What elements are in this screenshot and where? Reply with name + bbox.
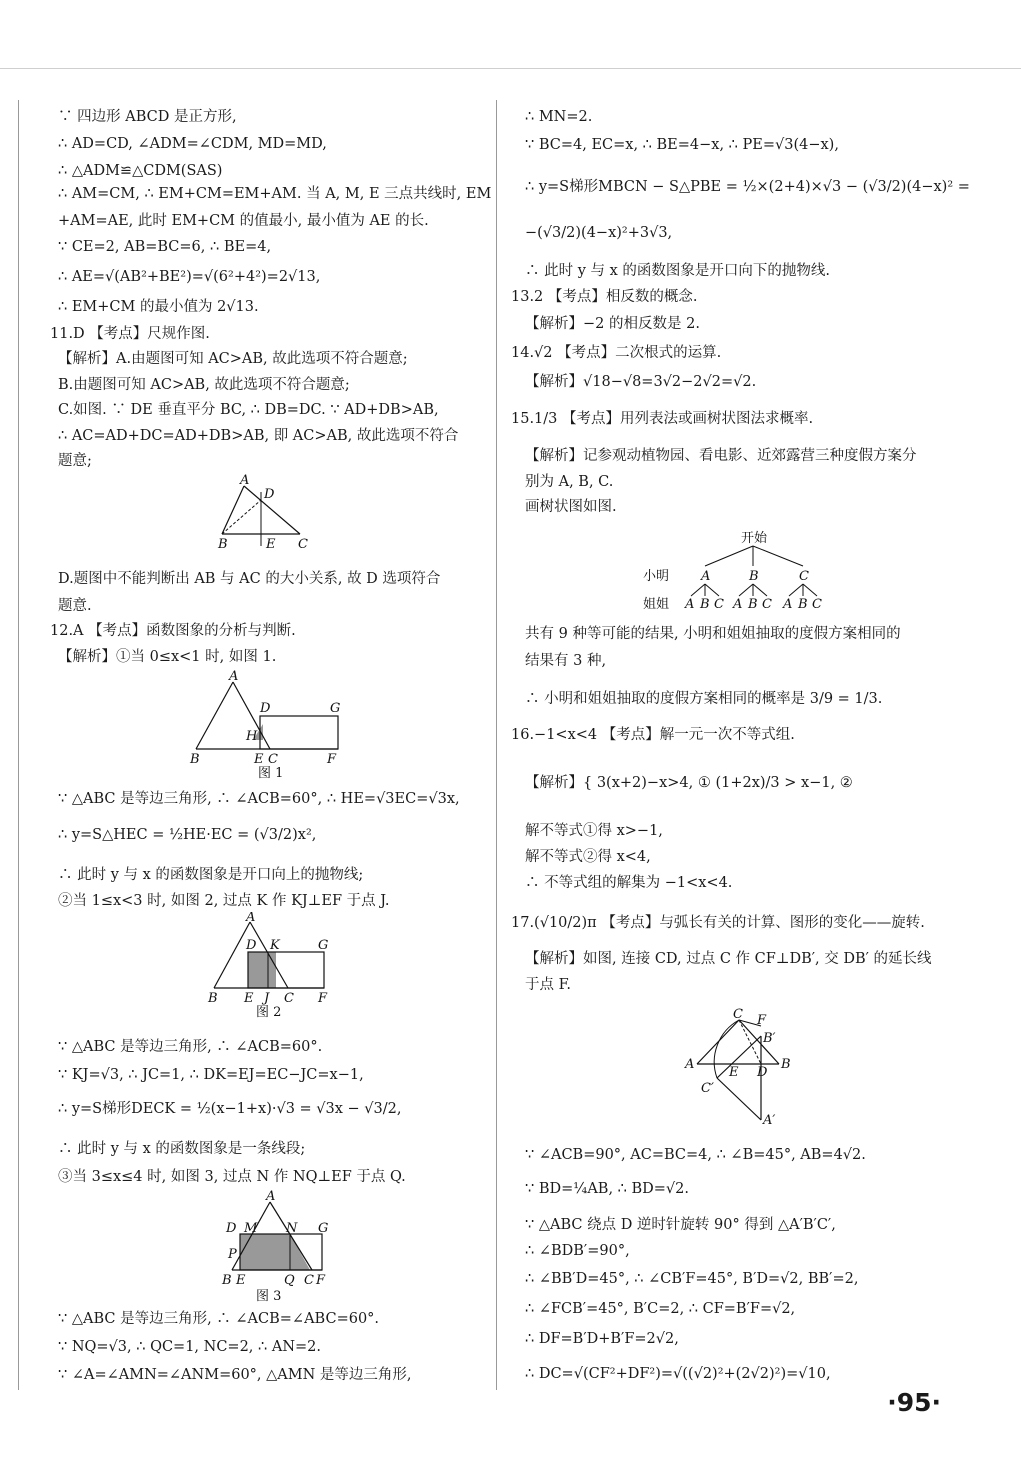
tree-C: C: [799, 569, 809, 584]
text-line: 【解析】①当 0≤x<1 时, 如图 1.: [58, 649, 277, 665]
text-line: ∴ AC=AD+DC=AD+DB>AB, 即 AC>AB, 故此选项不符合: [58, 428, 459, 444]
text-line: 于点 F.: [525, 977, 572, 993]
label-A: A: [685, 1057, 695, 1072]
label-E: E: [254, 752, 264, 767]
text-line: ②当 1≤x<3 时, 如图 2, 过点 K 作 KJ⊥EF 于点 J.: [58, 893, 390, 909]
figure-2: [206, 912, 346, 1020]
text-line: ∵ NQ=√3, ∴ QC=1, NC=2, ∴ AN=2.: [58, 1339, 322, 1355]
text-line: 共有 9 种等可能的结果, 小明和姐姐抽取的度假方案相同的: [525, 626, 901, 642]
text-line: ∵ △ABC 是等边三角形, ∴ ∠ACB=60°, ∴ HE=√3EC=√3x,: [58, 791, 460, 807]
label-E: E: [236, 1273, 246, 1288]
label-B-prime: B′: [763, 1031, 776, 1046]
text-line: ∴ 不等式组的解集为 −1<x<4.: [525, 875, 733, 891]
tree-row2-label: 姐姐: [643, 597, 670, 612]
label-N: N: [286, 1221, 298, 1236]
text-line: C.如图. ∵ DE 垂直平分 BC, ∴ DB=DC. ∵ AD+DB>AB,: [58, 402, 439, 418]
text-line: ∴ 此时 y 与 x 的函数图象是开口向下的抛物线.: [525, 263, 831, 279]
label-C: C: [298, 537, 308, 552]
tree-leaf: B: [700, 597, 710, 612]
text-line: D.题图中不能判断出 AB 与 AC 的大小关系, 故 D 选项符合: [58, 571, 441, 587]
figure-11c: [208, 474, 328, 554]
label-A: A: [240, 474, 250, 488]
label-B: B: [190, 752, 200, 767]
question-12-header: 12.A 【考点】函数图象的分析与判断.: [50, 623, 296, 639]
tree-diagram: [643, 528, 863, 616]
label-C: C: [268, 752, 278, 767]
label-G: G: [318, 938, 329, 953]
figure-1-caption: 图 1: [258, 766, 284, 781]
label-M: M: [244, 1221, 258, 1236]
text-line: 结果有 3 种,: [525, 653, 607, 669]
text-line: ∵ BD=¼AB, ∴ BD=√2.: [525, 1181, 690, 1197]
text-line: ∵ ∠ACB=90°, AC=BC=4, ∴ ∠B=45°, AB=4√2.: [525, 1147, 866, 1163]
tree-row1-label: 小明: [643, 569, 670, 584]
tree-leaf: C: [762, 597, 772, 612]
label-C: C: [304, 1273, 314, 1288]
label-Q: Q: [284, 1273, 295, 1288]
label-F: F: [327, 752, 337, 767]
question-16-header: 16.−1<x<4 【考点】解一元一次不等式组.: [511, 727, 795, 743]
text-line: ∴ EM+CM 的最小值为 2√13.: [58, 299, 259, 315]
question-13-header: 13.2 【考点】相反数的概念.: [511, 289, 698, 305]
text-line: ∵ △ABC 是等边三角形, ∴ ∠ACB=∠ABC=60°.: [58, 1311, 380, 1327]
text-line: ∵ △ABC 是等边三角形, ∴ ∠ACB=60°.: [58, 1039, 323, 1055]
text-line: 解不等式①得 x>−1,: [525, 823, 663, 839]
label-G: G: [330, 701, 341, 716]
tree-leaf: C: [812, 597, 822, 612]
text-line: ∴ ∠BDB′=90°,: [525, 1243, 630, 1259]
label-E: E: [244, 991, 254, 1006]
label-D: D: [226, 1221, 237, 1236]
text-line: ∴ AE=√(AB²+BE²)=√(6²+4²)=2√13,: [58, 269, 321, 285]
text-line: +AM=AE, 此时 EM+CM 的值最小, 最小值为 AE 的长.: [58, 213, 429, 229]
label-C: C: [284, 991, 294, 1006]
text-line: ∵ △ABC 绕点 D 逆时针旋转 90° 得到 △A′B′C′,: [525, 1217, 836, 1233]
label-J: J: [264, 991, 270, 1006]
text-line: 【解析】A.由题图可知 AC>AB, 故此选项不符合题意;: [58, 351, 408, 367]
text-line: ∴ ∠FCB′=45°, B′C=2, ∴ CF=B′F=√2,: [525, 1301, 796, 1317]
label-F: F: [757, 1013, 767, 1028]
text-line: ∴ △ADM≌△CDM(SAS): [58, 163, 223, 179]
text-line: ∴ y=S△HEC = ½HE·EC = (√3/2)x²,: [58, 827, 317, 843]
text-line: 【解析】√18−√8=3√2−2√2=√2.: [525, 374, 757, 390]
text-line: ∴ DF=B′D+B′F=2√2,: [525, 1331, 679, 1347]
text-line: 【解析】如图, 连接 CD, 过点 C 作 CF⊥DB′, 交 DB′ 的延长线: [525, 951, 932, 967]
figure-3: [218, 1188, 348, 1310]
question-11-header: 11.D 【考点】尺规作图.: [50, 326, 210, 342]
label-A: A: [229, 670, 239, 684]
label-P: P: [228, 1247, 237, 1262]
text-line: −(√3/2)(4−x)²+3√3,: [525, 225, 673, 241]
tree-leaf: A: [783, 597, 793, 612]
top-divider: [0, 68, 1021, 69]
tree-leaf: C: [714, 597, 724, 612]
label-A: A: [246, 912, 256, 925]
text-line: ∴ 此时 y 与 x 的函数图象是开口向上的抛物线;: [58, 867, 364, 883]
figure-17: [683, 1008, 803, 1130]
label-K: K: [270, 938, 280, 953]
text-line: ∴ AM=CM, ∴ EM+CM=EM+AM. 当 A, M, E 三点共线时, EM: [58, 186, 492, 202]
text-line: ∴ AD=CD, ∠ADM=∠CDM, MD=MD,: [58, 136, 327, 152]
question-14-header: 14.√2 【考点】二次根式的运算.: [511, 345, 722, 361]
text-line: ∵ CE=2, AB=BC=6, ∴ BE=4,: [58, 239, 272, 255]
tree-root: 开始: [741, 531, 768, 546]
text-line: ∴ 小明和姐姐抽取的度假方案相同的概率是 3/9 = 1/3.: [525, 691, 883, 707]
label-B: B: [208, 991, 218, 1006]
label-C: C: [733, 1008, 743, 1022]
label-C-prime: C′: [701, 1081, 714, 1096]
page-number: ·95·: [887, 1388, 941, 1417]
label-D: D: [246, 938, 257, 953]
text-line: ∴ 此时 y 与 x 的函数图象是一条线段;: [58, 1141, 306, 1157]
text-line: ∵ 四边形 ABCD 是正方形,: [58, 109, 237, 125]
question-17-header: 17.(√10/2)π 【考点】与弧长有关的计算、图形的变化——旋转.: [511, 915, 925, 931]
label-D: D: [260, 701, 271, 716]
text-line: 【解析】{ 3(x+2)−x>4, ① (1+2x)/3 > x−1, ②: [525, 775, 853, 791]
tree-leaf: A: [733, 597, 743, 612]
text-line: ∴ MN=2.: [525, 109, 593, 125]
text-line: ∵ KJ=√3, ∴ JC=1, ∴ DK=EJ=EC−JC=x−1,: [58, 1067, 364, 1083]
left-margin-rule: [18, 100, 19, 1390]
label-H: H: [246, 729, 258, 744]
text-line: 解不等式②得 x<4,: [525, 849, 651, 865]
label-G: G: [318, 1221, 329, 1236]
label-A: A: [266, 1189, 276, 1204]
figure-1: [188, 670, 358, 782]
label-B: B: [222, 1273, 232, 1288]
text-line: 【解析】−2 的相反数是 2.: [525, 316, 700, 332]
label-F: F: [316, 1273, 326, 1288]
tree-A: A: [701, 569, 711, 584]
tree-B: B: [749, 569, 759, 584]
label-E: E: [266, 537, 276, 552]
label-D: D: [757, 1065, 768, 1080]
text-line: ∵ BC=4, EC=x, ∴ BE=4−x, ∴ PE=√3(4−x),: [525, 137, 839, 153]
text-line: 题意;: [58, 453, 92, 469]
label-B: B: [781, 1057, 791, 1072]
question-15-header: 15.1/3 【考点】用列表法或画树状图法求概率.: [511, 411, 814, 427]
label-F: F: [318, 991, 328, 1006]
text-line: ∵ ∠A=∠AMN=∠ANM=60°, △AMN 是等边三角形,: [58, 1367, 412, 1383]
label-B: B: [218, 537, 228, 552]
text-line: ∴ y=S梯形DECK = ½(x−1+x)·√3 = √3x − √3/2,: [58, 1101, 402, 1117]
text-line: 画树状图如图.: [525, 499, 617, 515]
figure-2-caption: 图 2: [256, 1005, 282, 1020]
tree-leaf: A: [685, 597, 695, 612]
text-line: ∴ y=S梯形MBCN − S△PBE = ½×(2+4)×√3 − (√3/2)(4−x)² =: [525, 179, 970, 195]
text-line: 题意.: [58, 598, 92, 614]
figure-3-caption: 图 3: [256, 1289, 282, 1304]
text-line: ∴ DC=√(CF²+DF²)=√((√2)²+(2√2)²)=√10,: [525, 1366, 831, 1382]
label-E: E: [729, 1065, 739, 1080]
label-A-prime: A′: [763, 1113, 776, 1128]
text-line: ∴ ∠BB′D=45°, ∴ ∠CB′F=45°, B′D=√2, BB′=2,: [525, 1271, 859, 1287]
text-line: B.由题图可知 AC>AB, 故此选项不符合题意;: [58, 377, 350, 393]
column-divider: [496, 100, 497, 1390]
label-D: D: [264, 487, 275, 502]
tree-leaf: B: [798, 597, 808, 612]
text-line: ③当 3≤x≤4 时, 如图 3, 过点 N 作 NQ⊥EF 于点 Q.: [58, 1169, 406, 1185]
text-line: 【解析】记参观动植物园、看电影、近郊露营三种度假方案分: [525, 448, 917, 464]
text-line: 别为 A, B, C.: [525, 474, 614, 490]
tree-leaf: B: [748, 597, 758, 612]
